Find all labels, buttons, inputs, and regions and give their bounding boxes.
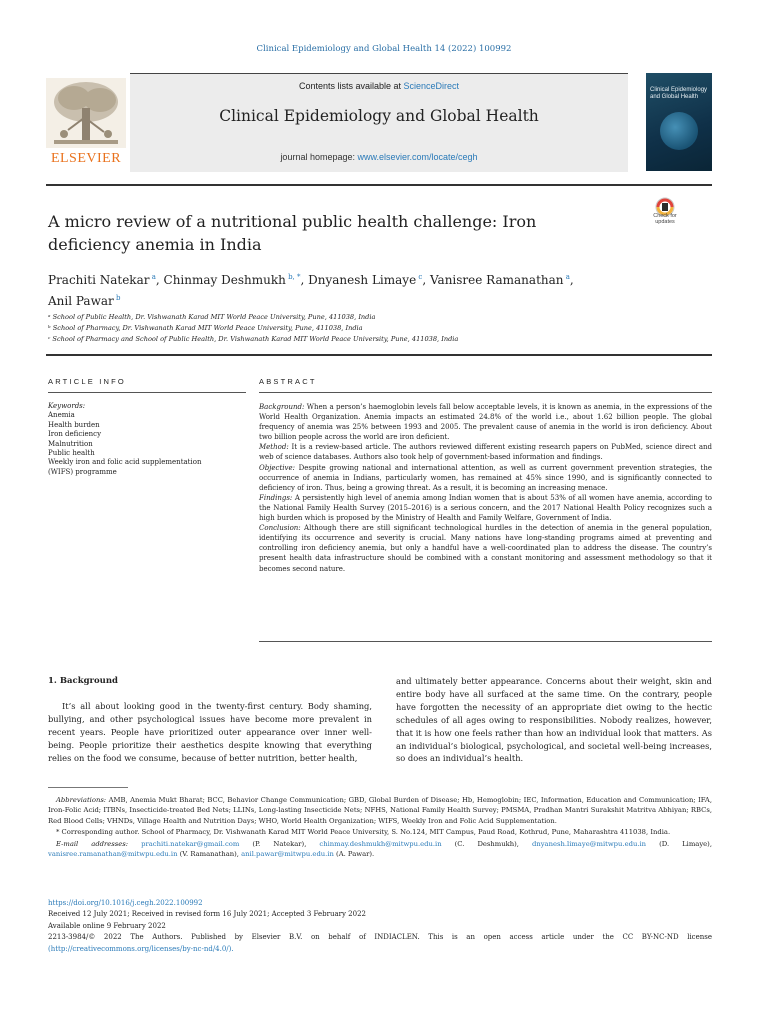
keyword-item: Public health — [48, 449, 95, 458]
abstract-section — [259, 493, 712, 523]
section-heading: 1. Background — [48, 676, 118, 686]
email-link[interactable]: chinmay.deshmukh@mitwpu.edu.in — [319, 839, 442, 848]
homepage-prefix: journal homepage: — [280, 152, 358, 162]
keyword-item: (WIFS) programme — [48, 467, 117, 476]
keyword-item: Malnutrition — [48, 439, 93, 448]
contents-line — [130, 81, 628, 91]
journal-homepage — [130, 152, 628, 162]
author-affiliation-mark[interactable]: b, * — [285, 273, 301, 281]
journal-title: Clinical Epidemiology and Global Health — [219, 107, 539, 125]
author-separator: , — [155, 273, 164, 287]
author-name[interactable]: Chinmay Deshmukh — [163, 273, 286, 287]
abstract-section-head: Method: — [259, 443, 289, 452]
abstract-section — [259, 463, 712, 493]
affiliations-rule — [46, 354, 712, 356]
keyword-item: Weekly iron and folic acid supplementation — [48, 458, 202, 467]
running-head: Clinical Epidemiology and Global Health 14 (2022) 100992 — [256, 44, 512, 54]
keywords-label: Keywords: — [48, 402, 86, 410]
author-name[interactable]: Dnyanesh Limaye — [308, 273, 417, 287]
abstract-section — [259, 442, 712, 462]
keyword-item: Health burden — [48, 420, 100, 429]
abbreviations-text: AMB, Anemia Mukt Bharat; BCC, Behavior Change Communication; GBD, Global Burden of Disease; Hb, Hemoglobin; IEC, Information, Education and Communication; IFA, Iron-Folic Acid; ITBNs, Insecticide-treated Bed Nets; LLINs, Long-lasting Insecticide Nets; NFHS, National Family Health Survey; PMSMA, Pradhan Mantri Surakshit Matritva Abhiyan; RBCs, Red Blood Cells; VHNDs, Village Health and Nutrition Days; WHO, World Health Organization; WIFS, Weekly Iron and Folic Acid Supplementation. — [48, 796, 712, 825]
author-separator: , — [569, 273, 574, 287]
publisher-wordmark: ELSEVIER — [50, 151, 122, 166]
abstract-section-head: Conclusion: — [259, 524, 301, 533]
email-label: E-mail addresses: — [56, 839, 142, 848]
header-rule — [46, 184, 712, 186]
abstract-label: ABSTRACT — [259, 377, 317, 386]
email-footnote — [48, 839, 712, 860]
abstract-section — [259, 523, 712, 573]
abstract-section-text: A persistently high level of anemia among Indian women that is about 53% of all women have anemia, according to the National Family Health Survey (2015–2016) is a serious concern, and the 2017 National Health Policy recognizes such a high burden which is proposed by the Ministry of Health and Family Welfare, Government of India. — [259, 493, 712, 523]
abstract-section-head: Findings: — [259, 493, 293, 502]
author-affiliation-mark[interactable]: a — [149, 273, 156, 281]
homepage-link[interactable]: www.elsevier.com/locate/cegh — [357, 152, 478, 162]
license-text: 2213-3984/© 2022 The Authors. Published by Elsevier B.V. on behalf of INDIACLEN. This is an open access article under the CC BY-NC-ND license — [48, 933, 712, 942]
email-owner: (D. Limaye), — [646, 839, 712, 848]
journal-cover-art — [660, 112, 698, 150]
affiliation-line: ᵇ School of Pharmacy, Dr. Vishwanath Karad MIT World Peace University, Pune, 411038, India — [48, 324, 363, 332]
author-affiliation-mark[interactable]: c — [416, 273, 423, 281]
abbreviations-label: Abbreviations: — [56, 796, 107, 804]
abstract-section-text: Although there are still significant technological hurdles in the detection of anemia in the general population, identifying its occurrence and severity is crucial. Many nations have long-standing programs aimed at preventing and controlling iron deficiency anemia, but only a handful have a well-coordinated plan to address the disease. The country’s present health data infrastructure should be combined with a constant monitoring and assessment methodology so that it becomes second nature. — [259, 524, 712, 573]
author-affiliation-mark[interactable]: a — [563, 273, 570, 281]
email-owner: (A. Pawar). — [333, 850, 375, 859]
license-statement — [48, 932, 712, 955]
license-link[interactable]: (http://creativecommons.org/licenses/by-nc-nd/4.0/). — [48, 944, 234, 953]
body-left-column — [48, 675, 372, 764]
author-list — [48, 268, 608, 310]
affiliation-line: ᶜ School of Pharmacy and School of Public Health, Dr. Vishwanath Karad MIT World Peace University, Pune, 411038, India — [48, 335, 459, 343]
abstract-section — [259, 402, 712, 442]
footnote-rule — [48, 787, 128, 788]
abstract-section-head: Background: — [259, 403, 305, 411]
article-info-rule — [48, 392, 246, 393]
author-name[interactable]: Anil Pawar — [48, 294, 114, 308]
doi-link[interactable]: https://doi.org/10.1016/j.cegh.2022.100992 — [48, 899, 203, 907]
check-for-updates-label: Check for updates — [653, 213, 677, 225]
publication-info — [48, 898, 712, 955]
body-right-column — [396, 675, 712, 765]
article-title: A micro review of a nutritional public health challenge: Iron deficiency anemia in India — [48, 212, 537, 254]
footnotes — [48, 795, 712, 860]
email-owner: (V. Ramanathan), — [177, 850, 242, 859]
email-link[interactable]: prachiti.natekar@gmail.com — [141, 839, 240, 848]
email-link[interactable]: anil.pawar@mitwpu.edu.in — [241, 850, 334, 859]
abstract-bottom-rule — [259, 641, 712, 642]
corresponding-author-footnote: * Corresponding author. School of Pharmacy, Dr. Vishwanath Karad MIT World Peace University, S. No.124, MIT Campus, Paud Road, Kothrud, Pune, Maharashtra 411038, India. — [56, 828, 671, 837]
body-paragraph-continued: and ultimately better appearance. Concerns about their weight, skin and entire body have all surfaced at the same time. On the contrary, people have forgotten the necessity of an appropriate diet owing to the hectic schedules of all ages owing to responsibilities. Nobody realizes, however, that it is how one feels rather than how an individual look that matters. As an individual’s biological, psychological, and societal well-being increases, so does an individual’s health. — [396, 676, 712, 764]
abstract-section-text: It is a review-based article. The authors reviewed different existing research papers on PubMed, science direct and web of science databases. Authors also took help of government-based information and findings. — [259, 443, 712, 462]
affiliation-line: ᵃ School of Public Health, Dr. Vishwanath Karad MIT World Peace University, Pune, 411038, India — [48, 313, 376, 321]
author-name[interactable]: Vanisree Ramanathan — [429, 273, 564, 287]
author-affiliation-mark[interactable]: b — [113, 294, 121, 302]
author-name[interactable]: Prachiti Natekar — [48, 273, 150, 287]
email-link[interactable]: vanisree.ramanathan@mitwpu.edu.in — [48, 850, 178, 859]
keyword-item: Iron deficiency — [48, 430, 102, 439]
author-separator: , — [300, 273, 309, 287]
sciencedirect-link[interactable]: ScienceDirect — [403, 81, 460, 91]
contents-prefix: Contents lists available at — [298, 81, 404, 91]
email-owner: (P. Natekar), — [239, 839, 320, 848]
abstract-rule — [259, 392, 712, 393]
abstract-text — [259, 402, 712, 574]
abbreviations-footnote — [48, 795, 712, 826]
body-paragraph: It’s all about looking good in the twenty-first century. Body shaming, bullying, and other psychological issues have become more prevalent in recent years. People have prioritized outer appearance over inner well-being. People prioritize their aesthetics despite knowing that everything relies on the food we consume, because of better nutrition, better health, — [48, 700, 372, 763]
online-date: Available online 9 February 2022 — [48, 921, 166, 930]
article-info-label: ARTICLE INFO — [48, 377, 126, 386]
keywords-list — [48, 411, 248, 477]
abstract-section-text: Despite growing national and international attention, as well as current government prevention strategies, the occurrence of anemia in Indians, particularly women, has remained at 45% since 1990, and is significantly connected to deficiency of iron. Thus, being a growing threat. As a result, it is becoming an increasing menace. — [259, 463, 712, 492]
abstract-section-head: Objective: — [259, 463, 295, 472]
keywords-block — [48, 402, 248, 477]
journal-cover-title: Clinical Epidemiology and Global Health — [650, 87, 708, 100]
email-owner: (C. Deshmukh), — [441, 839, 532, 848]
author-separator: , — [422, 273, 430, 287]
keyword-item: Anemia — [48, 411, 75, 420]
received-dates: Received 12 July 2021; Received in revised form 16 July 2021; Accepted 3 February 2022 — [48, 910, 366, 919]
email-link[interactable]: dnyanesh.limaye@mitwpu.edu.in — [531, 839, 647, 848]
abstract-section-text: When a person’s haemoglobin levels fall below acceptable levels, it is known as anemia, in the expressions of the World Health Organization. Anemia impacts an estimated 24.8% of the world i.e., about 1.62 billion people. The global frequency of anemia was 25% between 1993 and 2005. The prevalent cause of anemia in the world is iron deficiency. About two billion people across the world are iron deficient. — [259, 403, 712, 442]
affiliations — [48, 312, 708, 345]
